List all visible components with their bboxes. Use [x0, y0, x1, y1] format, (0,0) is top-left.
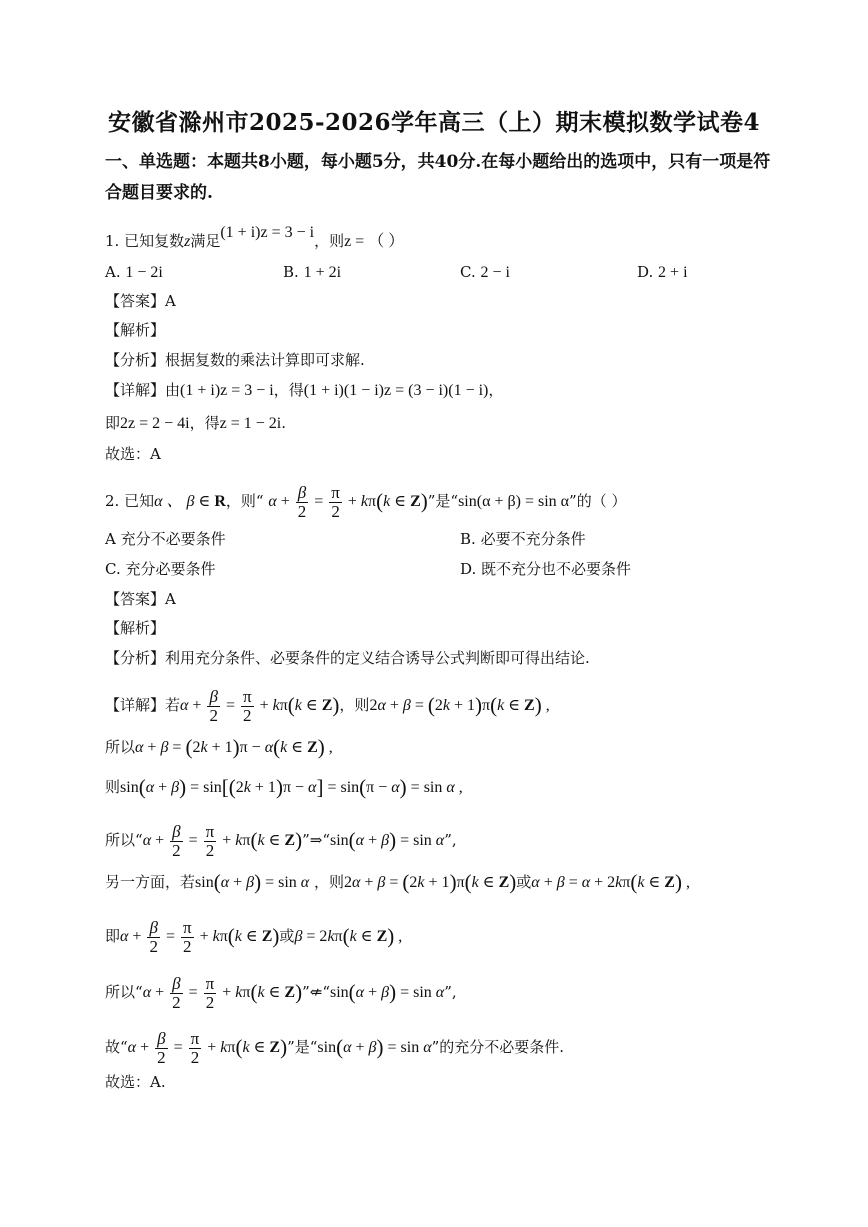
q2-option-d: D. 既不充分也不必要条件: [460, 560, 632, 578]
q2-detail-line-3: 则sin(α + β) = sin[(2k + 1)π − α] = sin(π − α) = sin α ,: [105, 775, 463, 799]
q2-option-b: B. 必要不充分条件: [460, 530, 586, 548]
q1-option-d: D. 2 + i: [637, 263, 688, 281]
q2-detail-line-8: 故“α + $\frac{\beta}{2}$ = $\frac{\pi}{2}$ + kπ(k ∈ Z)”是“sin(α + β) = sin α”的充分不必要条件.: [105, 1029, 565, 1067]
q1-choose: 故选：A: [105, 445, 161, 463]
page-title: 安徽省滁州市2025-2026学年高三（上）期末模拟数学试卷4: [107, 109, 761, 136]
question-1-stem: 1. 已知复数z满足(1 + i)z = 3 − i，则z = （ ）: [105, 224, 405, 250]
q1-option-c: C. 2 − i: [460, 263, 510, 281]
q2-detail-line-5: 另一方面，若sin(α + β) = sin α ，则2α + β = (2k + 1)π(k ∈ Z)或α + β = α + 2kπ(k ∈ Z) ,: [105, 870, 690, 894]
q1-detail-line-1: 【详解】由(1 + i)z = 3 − i，得(1 + i)(1 − i)z = (3 − i)(1 − i)，: [105, 381, 504, 399]
q1-option-a: A. 1 − 2i: [105, 263, 163, 281]
q2-detail-line-1: 【详解】若α + $\frac{\beta}{2}$ = $\frac{\pi}{2}$ + kπ(k ∈ Z)，则2α + β = (2k + 1)π(k ∈ Z) ,: [105, 687, 550, 725]
question-2-stem: 2. 已知α 、 β ∈ R，则“ α + $\frac{\beta}{2}$ = $\frac{\pi}{2}$ + kπ(k ∈ Z)”是“sin(α + β) = sin α”的（ ）: [105, 483, 627, 521]
q2-answer: 【答案】A: [105, 590, 176, 608]
q1-option-b: B. 1 + 2i: [283, 263, 342, 281]
q1-analysis-heading: 【解析】: [105, 321, 166, 339]
q2-choose: 故选：A.: [105, 1073, 166, 1091]
q2-analysis-heading: 【解析】: [105, 619, 166, 637]
q1-detail-line-2: 即2z = 2 − 4i，得z = 1 − 2i.: [105, 414, 286, 432]
q2-fenxi: 【分析】利用充分条件、必要条件的定义结合诱导公式判断即可得出结论.: [105, 649, 590, 667]
q2-detail-line-7: 所以“α + $\frac{\beta}{2}$ = $\frac{\pi}{2}$ + kπ(k ∈ Z)”⇍“sin(α + β) = sin α”,: [105, 974, 457, 1012]
q2-detail-line-4: 所以“α + $\frac{\beta}{2}$ = $\frac{\pi}{2}$ + kπ(k ∈ Z)”⇒“sin(α + β) = sin α”,: [105, 822, 457, 860]
q2-detail-line-6: 即α + $\frac{\beta}{2}$ = $\frac{\pi}{2}$ + kπ(k ∈ Z)或β = 2kπ(k ∈ Z) ,: [105, 918, 403, 956]
q2-option-c: C. 充分必要条件: [105, 560, 216, 578]
q2-option-a: A 充分不必要条件: [105, 530, 226, 548]
q2-detail-line-2: 所以α + β = (2k + 1)π − α(k ∈ Z) ,: [105, 735, 333, 759]
section-heading: 一、单选题：本题共8小题，每小题5分，共40分.在每小题给出的选项中，只有一项是符合题目要求的.: [105, 152, 771, 203]
q1-answer: 【答案】A: [105, 292, 176, 310]
q1-fenxi: 【分析】根据复数的乘法计算即可求解.: [105, 351, 365, 369]
